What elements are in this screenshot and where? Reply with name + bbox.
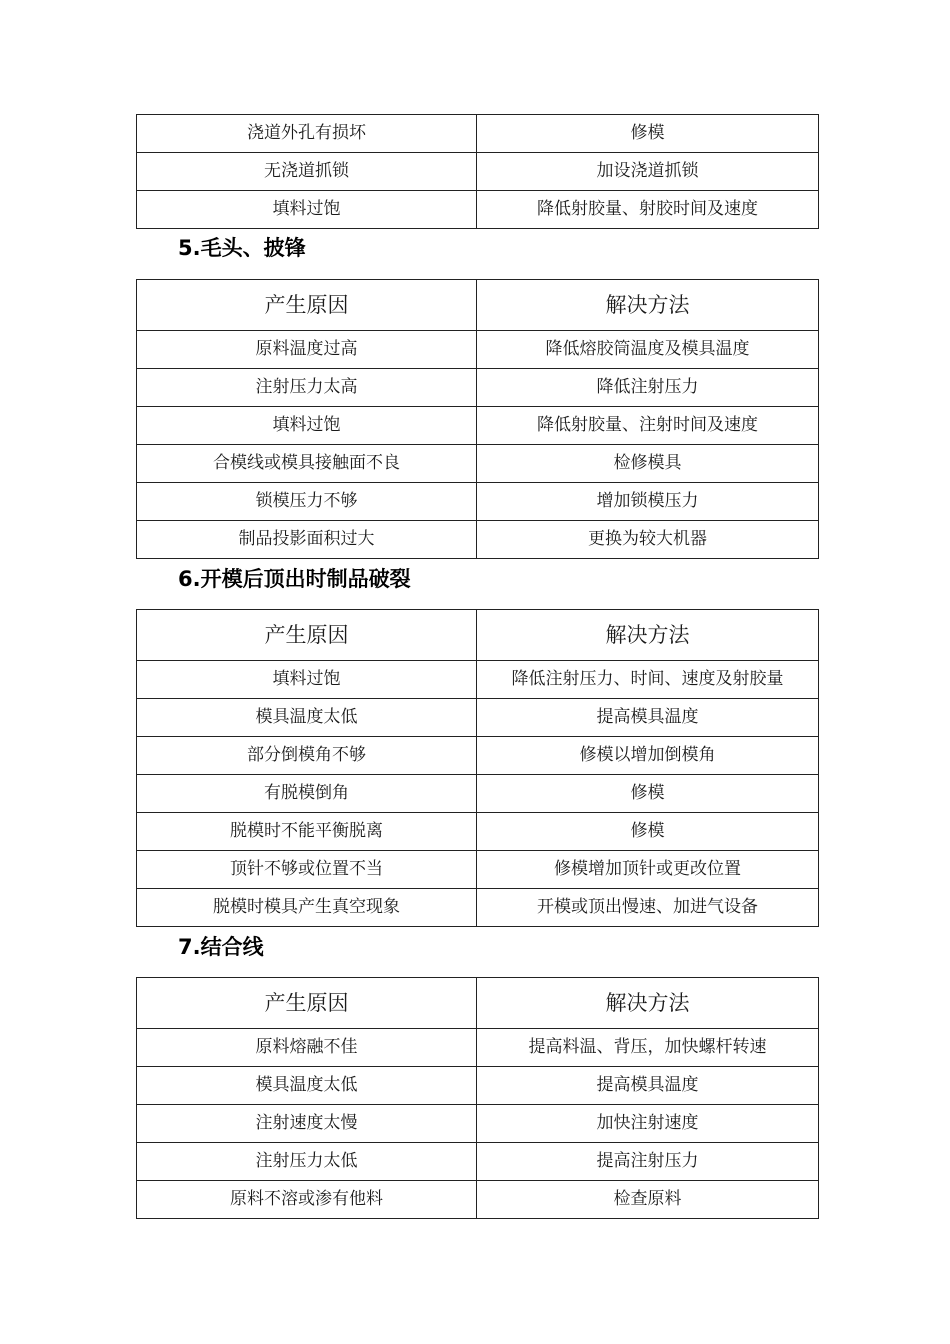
- solution-cell: 修模以增加倒模角: [477, 737, 819, 775]
- section-heading: 7.结合线: [178, 935, 264, 959]
- cause-cell: 脱模时不能平衡脱离: [137, 813, 477, 851]
- table-row: [137, 699, 819, 737]
- cause-cell: 无浇道抓锁: [137, 153, 477, 191]
- cause-cell: 有脱模倒角: [137, 775, 477, 813]
- solution-cell: 修模: [477, 115, 819, 153]
- solution-cell: 修模: [477, 775, 819, 813]
- table-header-row: [137, 610, 819, 661]
- cause-cell: 模具温度太低: [137, 699, 477, 737]
- table-row: [137, 115, 819, 153]
- cause-cell: 浇道外孔有损坏: [137, 115, 477, 153]
- table-row: [137, 1181, 819, 1219]
- solution-cell: 降低射胶量、射胶时间及速度: [477, 191, 819, 229]
- cause-cell: 注射压力太低: [137, 1143, 477, 1181]
- cause-cell: 填料过饱: [137, 191, 477, 229]
- solution-cell: 检修模具: [477, 445, 819, 483]
- table-row: [137, 1105, 819, 1143]
- table-row: [137, 661, 819, 699]
- cause-cell: 部分倒模角不够: [137, 737, 477, 775]
- cause-cell: 原料温度过高: [137, 331, 477, 369]
- cause-cell: 锁模压力不够: [137, 483, 477, 521]
- table-row: [137, 1143, 819, 1181]
- solution-cell: 加快注射速度: [477, 1105, 819, 1143]
- cause-cell: 合模线或模具接触面不良: [137, 445, 477, 483]
- table-row: [137, 153, 819, 191]
- table-row: [137, 369, 819, 407]
- table-row: [137, 331, 819, 369]
- solution-cell: 更换为较大机器: [477, 521, 819, 559]
- table-row: [137, 483, 819, 521]
- section7-table: [136, 977, 819, 1219]
- section-heading: 5.毛头、披锋: [178, 236, 306, 260]
- table-row: [137, 1067, 819, 1105]
- solution-cell: 增加锁模压力: [477, 483, 819, 521]
- cause-cell: 顶针不够或位置不当: [137, 851, 477, 889]
- solution-cell: 降低注射压力、时间、速度及射胶量: [477, 661, 819, 699]
- cause-cell: 脱模时模具产生真空现象: [137, 889, 477, 927]
- cause-cell: 模具温度太低: [137, 1067, 477, 1105]
- cause-cell: 注射压力太高: [137, 369, 477, 407]
- solution-cell: 降低熔胶筒温度及模具温度: [477, 331, 819, 369]
- solution-cell: 提高模具温度: [477, 1067, 819, 1105]
- continuation-table: [136, 114, 819, 229]
- table-header-row: [137, 978, 819, 1029]
- header-solution: 解决方法: [477, 610, 819, 661]
- table-row: [137, 1029, 819, 1067]
- section-heading: 6.开模后顶出时制品破裂: [178, 567, 411, 591]
- solution-cell: 降低射胶量、注射时间及速度: [477, 407, 819, 445]
- solution-cell: 降低注射压力: [477, 369, 819, 407]
- header-cause: 产生原因: [137, 610, 477, 661]
- solution-cell: 检查原料: [477, 1181, 819, 1219]
- section5-table: [136, 279, 819, 559]
- table-row: [137, 775, 819, 813]
- header-solution: 解决方法: [477, 978, 819, 1029]
- table-row: [137, 521, 819, 559]
- solution-cell: 提高料温、背压，加快螺杆转速: [477, 1029, 819, 1067]
- solution-cell: 修模增加顶针或更改位置: [477, 851, 819, 889]
- solution-cell: 提高模具温度: [477, 699, 819, 737]
- cause-cell: 制品投影面积过大: [137, 521, 477, 559]
- table-header-row: [137, 280, 819, 331]
- solution-cell: 提高注射压力: [477, 1143, 819, 1181]
- solution-cell: 修模: [477, 813, 819, 851]
- cause-cell: 注射速度太慢: [137, 1105, 477, 1143]
- header-cause: 产生原因: [137, 280, 477, 331]
- table-row: [137, 445, 819, 483]
- header-solution: 解决方法: [477, 280, 819, 331]
- cause-cell: 填料过饱: [137, 661, 477, 699]
- cause-cell: 填料过饱: [137, 407, 477, 445]
- cause-cell: 原料不溶或渗有他料: [137, 1181, 477, 1219]
- table-row: [137, 407, 819, 445]
- table-row: [137, 889, 819, 927]
- cause-cell: 原料熔融不佳: [137, 1029, 477, 1067]
- header-cause: 产生原因: [137, 978, 477, 1029]
- section6-table: [136, 609, 819, 927]
- solution-cell: 开模或顶出慢速、加进气设备: [477, 889, 819, 927]
- table-row: [137, 737, 819, 775]
- table-row: [137, 851, 819, 889]
- table-row: [137, 191, 819, 229]
- table-row: [137, 813, 819, 851]
- solution-cell: 加设浇道抓锁: [477, 153, 819, 191]
